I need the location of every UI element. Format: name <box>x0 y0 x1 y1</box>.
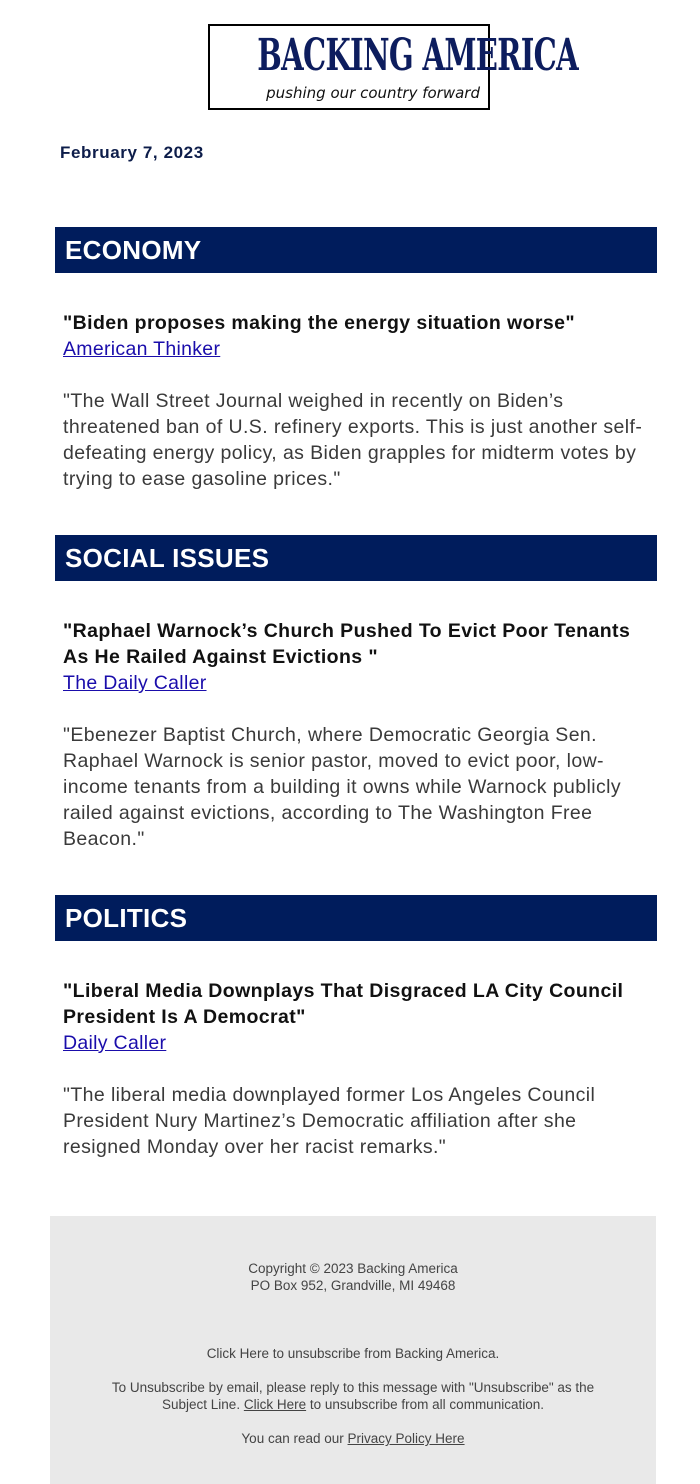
article-source-link[interactable]: The Daily Caller <box>63 672 207 694</box>
unsubscribe-all-link[interactable]: Click Here <box>243 1397 307 1412</box>
article-excerpt: "The Wall Street Journal weighed in recently on Biden’s threatened ban of U.S. refinery exports. This is just another self-defeating energy policy, as Biden grapples for midterm votes by trying to ease gasoline prices." <box>63 390 643 490</box>
article-source-link[interactable]: Daily Caller <box>63 1032 167 1054</box>
article-source-link[interactable]: American Thinker <box>63 338 221 360</box>
section-header-social-issues: SOCIAL ISSUES <box>55 535 657 581</box>
footer-copyright: Copyright © 2023 Backing America <box>248 1261 458 1276</box>
footer-unsubscribe-line[interactable]: Click Here to unsubscribe from Backing America. <box>206 1346 500 1361</box>
article-economy <box>63 310 653 492</box>
email-footer <box>50 1216 656 1484</box>
article-excerpt: "The liberal media downplayed former Los Angeles Council President Nury Martinez’s Democratic affiliation after she resigned Monday over her racist remarks." <box>63 1084 596 1158</box>
section-header-politics: POLITICS <box>55 895 657 941</box>
email-unsub-text-end: to unsubscribe from all communication. <box>309 1397 544 1412</box>
privacy-prefix: You can read our <box>241 1431 344 1446</box>
footer-address: PO Box 952, Grandville, MI 49468 <box>250 1278 456 1293</box>
privacy-policy-link[interactable]: Privacy Policy Here <box>347 1431 465 1446</box>
article-politics <box>63 978 653 1160</box>
email-unsub-text: To Unsubscribe by email, please reply to this message with "Unsubscribe" as the Subject Line. <box>111 1380 595 1412</box>
footer-email-unsubscribe <box>50 1379 656 1413</box>
article-headline: "Biden proposes making the energy situation worse" <box>63 312 576 334</box>
article-headline: "Raphael Warnock’s Church Pushed To Evict Poor Tenants As He Railed Against Evictions " <box>63 620 631 668</box>
article-excerpt: "Ebenezer Baptist Church, where Democratic Georgia Sen. Raphael Warnock is senior pastor, moved to evict poor, low-income tenants from a building it owns while Warnock publicly railed against evictions, according to The Washington Free Beacon." <box>63 724 622 850</box>
newsletter-date: February 7, 2023 <box>60 143 204 162</box>
section-header-economy: ECONOMY <box>55 227 657 273</box>
logo-tagline: pushing our country forward <box>266 84 480 102</box>
logo-title: BACKING AMERICA <box>257 30 579 81</box>
backing-america-logo <box>208 24 579 110</box>
article-social-issues <box>63 618 653 852</box>
article-headline: "Liberal Media Downplays That Disgraced LA City Council President Is A Democrat" <box>63 980 624 1028</box>
footer-privacy <box>50 1430 656 1447</box>
